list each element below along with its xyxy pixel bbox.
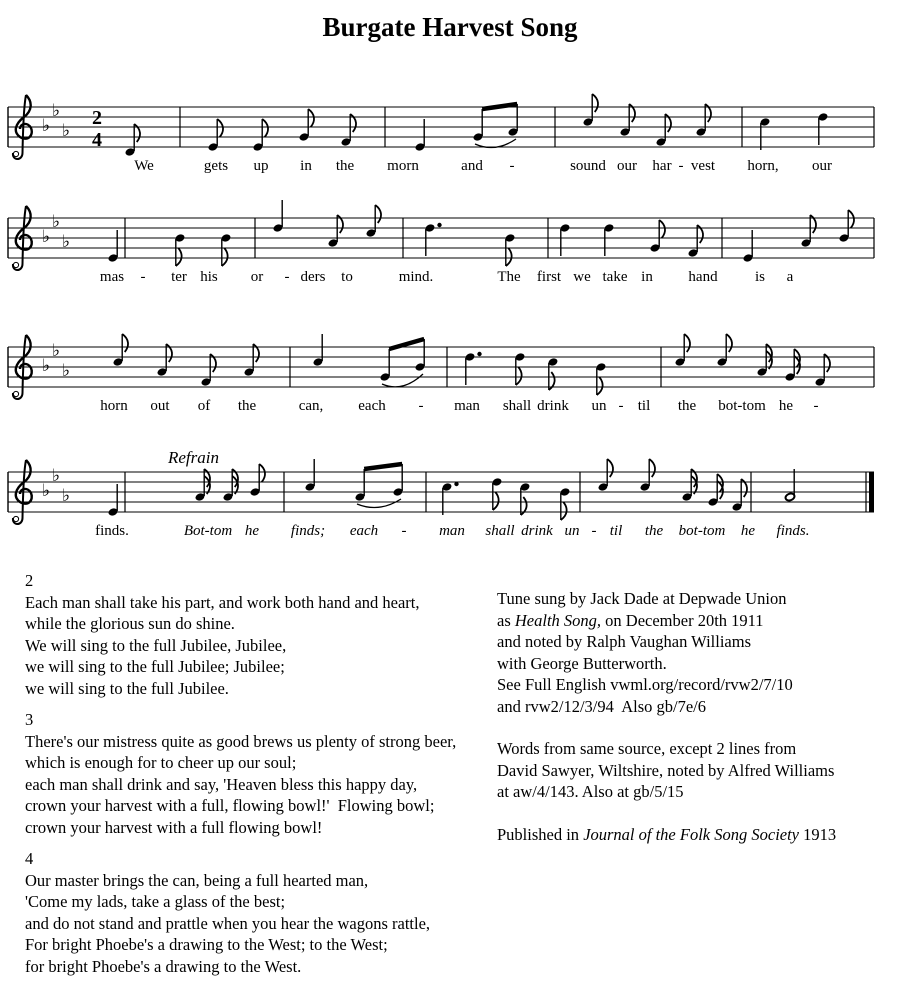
note-flag (607, 459, 613, 477)
augmentation-dot (477, 352, 481, 356)
lyric-syllable: ter (171, 269, 187, 285)
lyric-syllable: of (197, 398, 211, 414)
verses-column (25, 570, 493, 987)
source-text-segment: at aw/4/143. Also at gb/5/15 (497, 782, 684, 801)
refrain-label: Refrain (168, 450, 219, 467)
time-sig-bottom: 4 (92, 129, 102, 151)
slur (357, 499, 401, 508)
note-flag (259, 464, 265, 482)
source-paragraph (497, 824, 895, 846)
beam (482, 104, 517, 109)
verse-line: each man shall drink and say, 'Heaven bless this happy day, (25, 774, 418, 794)
lyric-syllable: - (140, 269, 146, 285)
note-flag (592, 94, 598, 112)
lyric-syllable: man (439, 523, 465, 539)
flat-icon: ♭ (51, 101, 61, 121)
lyric-syllable: can, (298, 398, 324, 414)
lyric-syllable: he (740, 523, 756, 539)
time-sig-top: 2 (92, 107, 102, 129)
source-text-segment: as (497, 610, 515, 630)
lyric-syllable: or (250, 269, 264, 285)
lyric-syllable: in (300, 158, 312, 174)
lyric-syllable: shall (485, 523, 515, 539)
note-flag (122, 334, 128, 352)
flat-icon: ♭ (41, 116, 51, 136)
lyric-syllable: first (536, 269, 562, 285)
treble-clef-icon (13, 206, 32, 270)
lyric-syllable: man (454, 398, 480, 414)
lyric-syllable: The (497, 269, 521, 285)
flat-icon: ♭ (61, 121, 71, 141)
note-flag (262, 119, 268, 137)
lyric-syllable: - (591, 523, 597, 539)
lyric-syllable: each (349, 523, 379, 539)
note-flag (848, 210, 854, 228)
lyric-syllable: bot-tom (678, 523, 726, 539)
source-text-segment: and rvw2/12/3/94 Also gb/7e/6 (497, 696, 706, 716)
lyric-syllable: the (677, 398, 697, 414)
note-flag (659, 220, 665, 238)
verse-line: 'Come my lads, take a glass of the best; (25, 892, 286, 911)
lyric-syllable: - (678, 158, 684, 174)
source-line (497, 760, 895, 782)
treble-clef-icon (13, 460, 32, 524)
lyric-syllable: drink (537, 398, 569, 414)
lyric-syllable: - (618, 398, 624, 414)
staff-system-1 (0, 85, 900, 197)
flat-icon: ♭ (41, 227, 51, 247)
flat-icon: ♭ (51, 341, 61, 361)
verse-line: Our master brings the can, being a full hearted man, (25, 870, 369, 890)
lyric-syllable: a (786, 269, 794, 285)
lyric-syllable: vest (690, 158, 716, 174)
flat-icon: ♭ (61, 486, 71, 506)
verse-line: which is enough for to cheer up our soul; (25, 753, 297, 772)
source-line (497, 653, 895, 675)
source-paragraph (497, 588, 895, 717)
source-paragraph (497, 738, 895, 803)
verse-line: There's our mistress quite as good brews us plenty of strong beer, (25, 731, 457, 751)
source-text-segment: Words from same source, except 2 lines from (497, 739, 797, 758)
lyric-syllable: - (284, 269, 290, 285)
lyric-syllable: til (609, 523, 623, 539)
lyric-syllable: the (644, 523, 664, 539)
final-barline (869, 472, 874, 512)
lyric-syllable: we (573, 269, 591, 285)
note-flag (597, 377, 603, 395)
source-notes-column (497, 588, 895, 866)
lyric-syllable: his (200, 269, 218, 285)
source-line (497, 738, 895, 760)
source-text-segment: Journal of the Folk Song Society (583, 824, 800, 844)
note-flag (308, 109, 314, 127)
lyric-syllable: up (253, 158, 269, 174)
note-flag (561, 502, 567, 520)
source-line (497, 781, 895, 803)
verse-line: we will sing to the full Jubilee; Jubilee; (25, 657, 285, 676)
lyric-syllable: - (418, 398, 424, 414)
source-text-segment: with George Butterworth. (497, 653, 667, 673)
note-flag (649, 459, 655, 477)
lyric-syllable: finds. (95, 523, 129, 539)
verse-line: we will sing to the full Jubilee. (25, 678, 229, 698)
lyric-syllable: bot-tom (718, 398, 766, 414)
lyric-syllable: is (754, 269, 766, 285)
note-flag (493, 492, 499, 510)
verse-line: for bright Phoebe's a drawing to the West. (25, 956, 302, 976)
verse-number: 4 (25, 849, 34, 868)
augmentation-dot (454, 482, 458, 486)
source-text-segment: 1913 (799, 824, 837, 844)
note-flag (516, 367, 522, 385)
flat-icon: ♭ (61, 232, 71, 252)
lyric-syllable: ders (300, 269, 326, 285)
lyric-syllable: - (401, 523, 407, 539)
source-line (497, 588, 895, 610)
flat-icon: ♭ (51, 212, 61, 232)
verse-block (25, 848, 493, 977)
lyric-syllable: the (335, 158, 355, 174)
flat-icon: ♭ (61, 361, 71, 381)
note-flag (176, 248, 182, 266)
verse-number: 2 (25, 571, 34, 590)
lyric-syllable: the (237, 398, 257, 414)
lyric-syllable: har (652, 158, 672, 174)
note-flag (684, 334, 690, 352)
note-flag (506, 248, 512, 266)
staff-system-4 (0, 450, 900, 562)
slur (475, 139, 516, 148)
lyric-syllable: in (641, 269, 653, 285)
note-flag (726, 334, 732, 352)
source-line (497, 696, 895, 718)
lyric-syllable: morn (387, 158, 419, 174)
lyric-syllable: take (602, 269, 628, 285)
lyric-syllable: sound (570, 158, 606, 174)
lyric-syllable: horn, (747, 158, 779, 174)
augmentation-dot (437, 223, 441, 227)
verse-line: and do not stand and prattle when you hear the wagons rattle, (25, 913, 431, 933)
verse-line: For bright Phoebe's a drawing to the West; to the West; (25, 935, 388, 954)
lyric-syllable: - (509, 158, 515, 174)
flat-icon: ♭ (41, 356, 51, 376)
flat-icon: ♭ (51, 466, 61, 486)
verse-number: 3 (25, 710, 34, 729)
lyric-syllable: finds; (290, 523, 326, 539)
lyric-syllable: til (637, 398, 651, 414)
beam (364, 464, 402, 469)
source-text-segment: and noted by Ralph Vaughan Williams (497, 632, 751, 651)
lyric-syllable: our (617, 158, 637, 174)
lyric-syllable: un (591, 398, 607, 414)
source-text-segment: Published in (497, 824, 584, 844)
verse-block (25, 709, 493, 838)
lyric-syllable: gets (203, 158, 229, 174)
source-line (497, 610, 895, 632)
lyric-syllable: un (564, 523, 580, 539)
source-line (497, 824, 895, 846)
note-flag (375, 205, 381, 223)
lyric-syllable: mind. (398, 269, 434, 285)
lyric-syllable: hand (688, 269, 718, 285)
lyric-syllable: and (461, 158, 483, 174)
lyric-syllable: horn (100, 398, 128, 414)
staff-system-3 (0, 325, 900, 437)
page-title: Burgate Harvest Song (322, 12, 578, 42)
lyric-syllable: drink (521, 523, 553, 539)
verse-line: while the glorious sun do shine. (25, 614, 235, 633)
lyric-syllable: he (244, 523, 260, 539)
treble-clef-icon (13, 95, 32, 159)
lyric-syllable: he (778, 398, 794, 414)
staff-system-2 (0, 196, 900, 308)
source-text-segment: Tune sung by Jack Dade at Depwade Union (497, 589, 787, 608)
source-line (497, 674, 895, 696)
verse-block (25, 570, 493, 699)
verse-line: We will sing to the full Jubilee, Jubilee, (25, 635, 287, 655)
note-flag (222, 248, 228, 266)
verse-line: crown your harvest with a full flowing bowl! (25, 817, 323, 837)
note-flag (217, 119, 223, 137)
lyric-syllable: Bot-tom (183, 523, 233, 539)
source-text-segment: David Sawyer, Wiltshire, noted by Alfred Williams (497, 760, 835, 780)
treble-clef-icon (13, 335, 32, 399)
lyric-syllable: We (134, 158, 154, 174)
verse-line: crown your harvest with a full, flowing bowl!' Flowing bowl; (25, 796, 435, 815)
flat-icon: ♭ (41, 481, 51, 501)
lyric-syllable: shall (502, 398, 532, 414)
lyric-syllable: mas (99, 269, 125, 285)
source-line (497, 631, 895, 653)
lyric-syllable: finds. (776, 523, 810, 539)
lyric-syllable: - (813, 398, 819, 414)
lyric-syllable: out (150, 398, 170, 414)
lyric-syllable: each (358, 398, 386, 414)
verse-line: Each man shall take his part, and work both hand and heart, (25, 592, 420, 612)
lyric-syllable: to (341, 269, 353, 285)
source-text-segment: See Full English vwml.org/record/rvw2/7/10 (497, 675, 793, 694)
lyric-syllable: our (812, 158, 832, 174)
source-text-segment: on December 20th 1911 (601, 610, 764, 630)
source-text-segment: Health Song, (514, 610, 602, 630)
